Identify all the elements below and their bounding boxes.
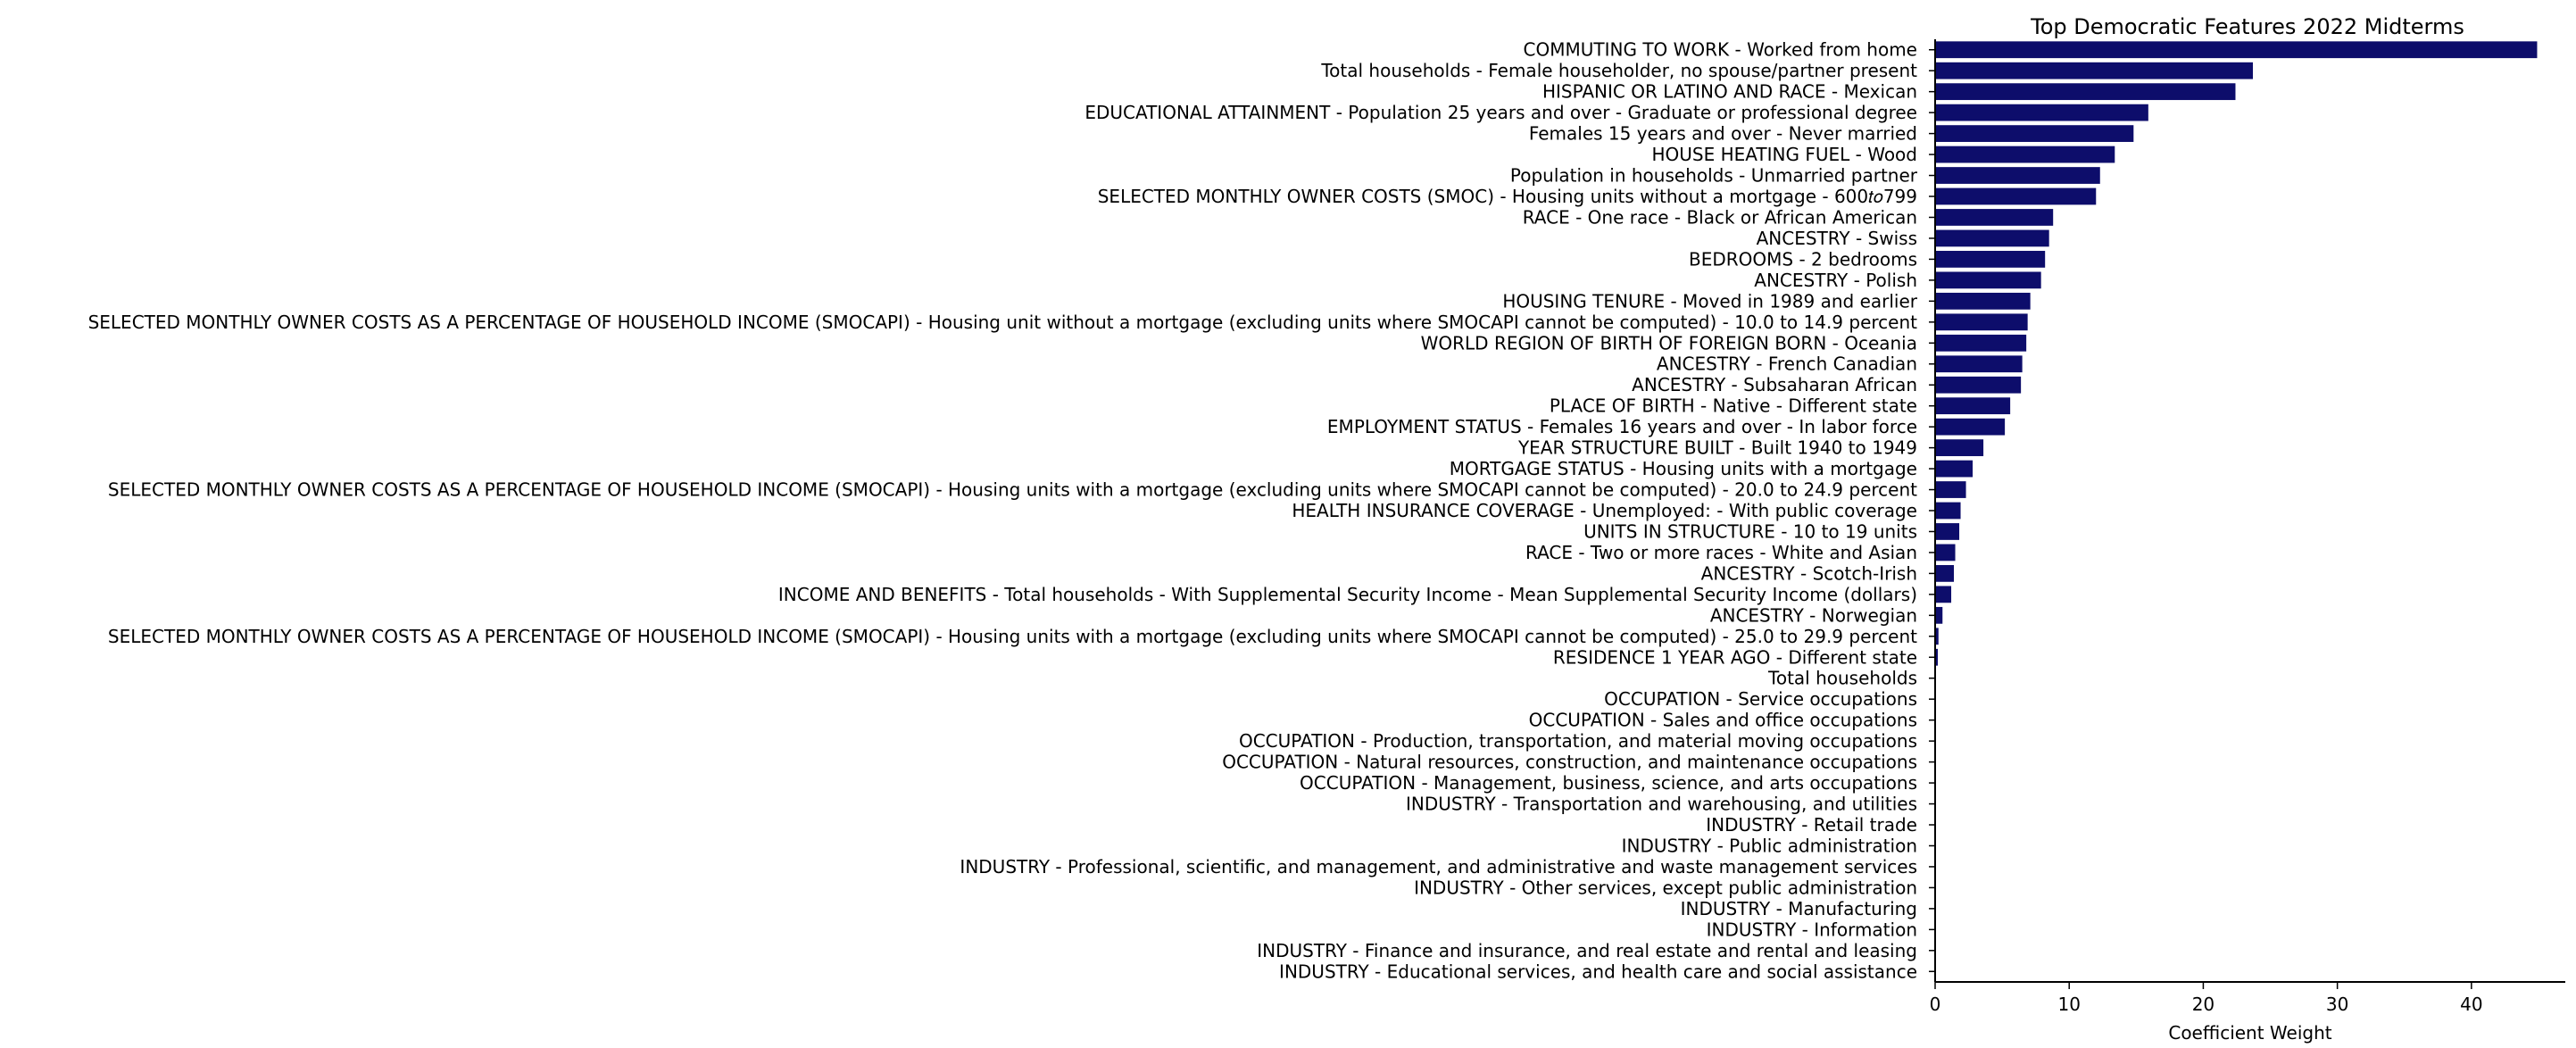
bar <box>1935 230 2049 247</box>
chart-title: Top Democratic Features 2022 Midterms <box>2031 14 2464 39</box>
bar <box>1935 104 2148 121</box>
y-tick-label: HOUSING TENURE - Moved in 1989 and earlier <box>1502 290 1917 312</box>
y-tick-label: INCOME AND BENEFITS - Total households - With Supplemental Security Income - Mean Supplemental Security Income (dollars) <box>777 583 1917 605</box>
y-tick-label: COMMUTING TO WORK - Worked from home <box>1523 38 1917 61</box>
bar <box>1935 355 2023 372</box>
bar <box>1935 62 2253 79</box>
y-tick-label: ANCESTRY - Subsaharan African <box>1632 374 1917 396</box>
y-tick-label: Females 15 years and over - Never married <box>1528 122 1917 145</box>
y-tick-label: OCCUPATION - Management, business, science, and arts occupations <box>1300 772 1917 794</box>
y-tick-label: HEALTH INSURANCE COVERAGE - Unemployed: - With public coverage <box>1292 500 1917 521</box>
bar <box>1935 146 2115 163</box>
bar <box>1935 188 2096 205</box>
x-tick-label: 20 <box>2191 994 2215 1015</box>
y-tick-label: HISPANIC OR LATINO AND RACE - Mexican <box>1541 80 1917 103</box>
bar <box>1935 586 1951 603</box>
bar <box>1935 377 2021 394</box>
bar <box>1935 251 2045 268</box>
bar <box>1935 397 2010 414</box>
y-tick-label: HOUSE HEATING FUEL - Wood <box>1651 144 1917 166</box>
bar <box>1935 313 2028 330</box>
y-tick-label: UNITS IN STRUCTURE - 10 to 19 units <box>1583 520 1917 543</box>
bar <box>1935 439 1983 456</box>
y-tick-label: SELECTED MONTHLY OWNER COSTS AS A PERCENTAGE OF HOUSEHOLD INCOME (SMOCAPI) - Housing unit without a mortgage (excluding units where SMOCAPI cannot be computed) - 10.0 to 14.9 percent <box>87 311 1917 333</box>
bar <box>1935 209 2053 226</box>
y-tick-label: Population in households - Unmarried partner <box>1509 164 1917 187</box>
y-tick-label: WORLD REGION OF BIRTH OF FOREIGN BORN - Oceania <box>1420 332 1917 354</box>
y-tick-label: ANCESTRY - Polish <box>1754 269 1917 291</box>
y-tick-label: OCCUPATION - Service occupations <box>1604 688 1917 711</box>
x-tick-label: 40 <box>2460 994 2483 1015</box>
y-tick-label: INDUSTRY - Professional, scientific, and management, and administrative and waste management services <box>960 855 1917 877</box>
bar <box>1935 545 1956 561</box>
bar <box>1935 607 1942 624</box>
bar <box>1935 461 1973 478</box>
bar <box>1935 565 1954 582</box>
y-tick-label: OCCUPATION - Sales and office occupations <box>1528 709 1917 731</box>
bar <box>1935 503 1961 520</box>
bars-group <box>1935 41 2537 665</box>
y-tick-label: ANCESTRY - Scotch-Irish <box>1700 562 1917 585</box>
y-tick-label: INDUSTRY - Educational services, and health care and social assistance <box>1279 961 1917 983</box>
y-tick-label: PLACE OF BIRTH - Native - Different state <box>1549 395 1917 417</box>
y-tick-label: RACE - One race - Black or African American <box>1522 206 1917 229</box>
bar <box>1935 481 1966 498</box>
y-tick-label: Total households - Female householder, no spouse/partner present <box>1321 60 1917 82</box>
y-tick-label: EMPLOYMENT STATUS - Females 16 years and over - In labor force <box>1326 416 1917 438</box>
bar <box>1935 293 2031 310</box>
bar <box>1935 419 2005 436</box>
x-tick-label: 30 <box>2325 994 2349 1015</box>
bar <box>1935 125 2133 142</box>
y-tick-label: INDUSTRY - Manufacturing <box>1680 897 1917 919</box>
y-tick-label: RESIDENCE 1 YEAR AGO - Different state <box>1552 646 1917 669</box>
y-tick-label: MORTGAGE STATUS - Housing units with a mortgage <box>1449 458 1917 480</box>
y-tick-label: RACE - Two or more races - White and Asian <box>1525 541 1917 563</box>
y-tick-label: OCCUPATION - Natural resources, construction, and maintenance occupations <box>1222 751 1917 773</box>
bar <box>1935 83 2235 100</box>
y-tick-labels <box>88 39 1935 983</box>
y-tick-label: INDUSTRY - Public administration <box>1621 835 1917 857</box>
bar <box>1935 335 2026 352</box>
y-tick-label: Total households <box>1768 667 1917 689</box>
y-tick-label: INDUSTRY - Information <box>1706 919 1917 941</box>
y-tick-label: ANCESTRY - Norwegian <box>1709 604 1917 627</box>
y-tick-label: SELECTED MONTHLY OWNER COSTS AS A PERCENTAGE OF HOUSEHOLD INCOME (SMOCAPI) - Housing units with a mortgage (excluding units where SMOCAPI cannot be computed) - 20.0 to 24.9 percent <box>107 478 1917 501</box>
y-tick-label: INDUSTRY - Finance and insurance, and real estate and rental and leasing <box>1257 939 1917 961</box>
y-tick-label: ANCESTRY - French Canadian <box>1656 353 1917 375</box>
bar <box>1935 271 2041 288</box>
y-tick-label: INDUSTRY - Retail trade <box>1706 814 1917 836</box>
y-tick-label: INDUSTRY - Other services, except public administration <box>1414 877 1917 899</box>
y-tick-label: BEDROOMS - 2 bedrooms <box>1689 248 1917 270</box>
bar <box>1935 523 1959 540</box>
y-tick-label: EDUCATIONAL ATTAINMENT - Population 25 years and over - Graduate or professional degree <box>1084 102 1917 124</box>
bar <box>1935 41 2537 58</box>
x-tick-label: 10 <box>2057 994 2081 1015</box>
x-axis <box>1930 982 2483 1015</box>
y-tick-label: INDUSTRY - Transportation and warehousing, and utilities <box>1406 793 1917 815</box>
x-tick-label: 0 <box>1929 994 1941 1015</box>
x-axis-label: Coefficient Weight <box>2168 1022 2332 1044</box>
y-tick-label: OCCUPATION - Production, transportation, and material moving occupations <box>1238 730 1917 753</box>
y-tick-label: SELECTED MONTHLY OWNER COSTS AS A PERCENTAGE OF HOUSEHOLD INCOME (SMOCAPI) - Housing units with a mortgage (excluding units where SMOCAPI cannot be computed) - 25.0 to 29.9 percent <box>107 625 1917 647</box>
y-tick-label: YEAR STRUCTURE BUILT - Built 1940 to 1949 <box>1517 437 1917 459</box>
y-tick-label: SELECTED MONTHLY OWNER COSTS (SMOC) - Housing units without a mortgage - 600𝑡𝑜799 <box>1097 186 1917 207</box>
y-tick-label: ANCESTRY - Swiss <box>1756 227 1917 249</box>
bar <box>1935 167 2100 184</box>
